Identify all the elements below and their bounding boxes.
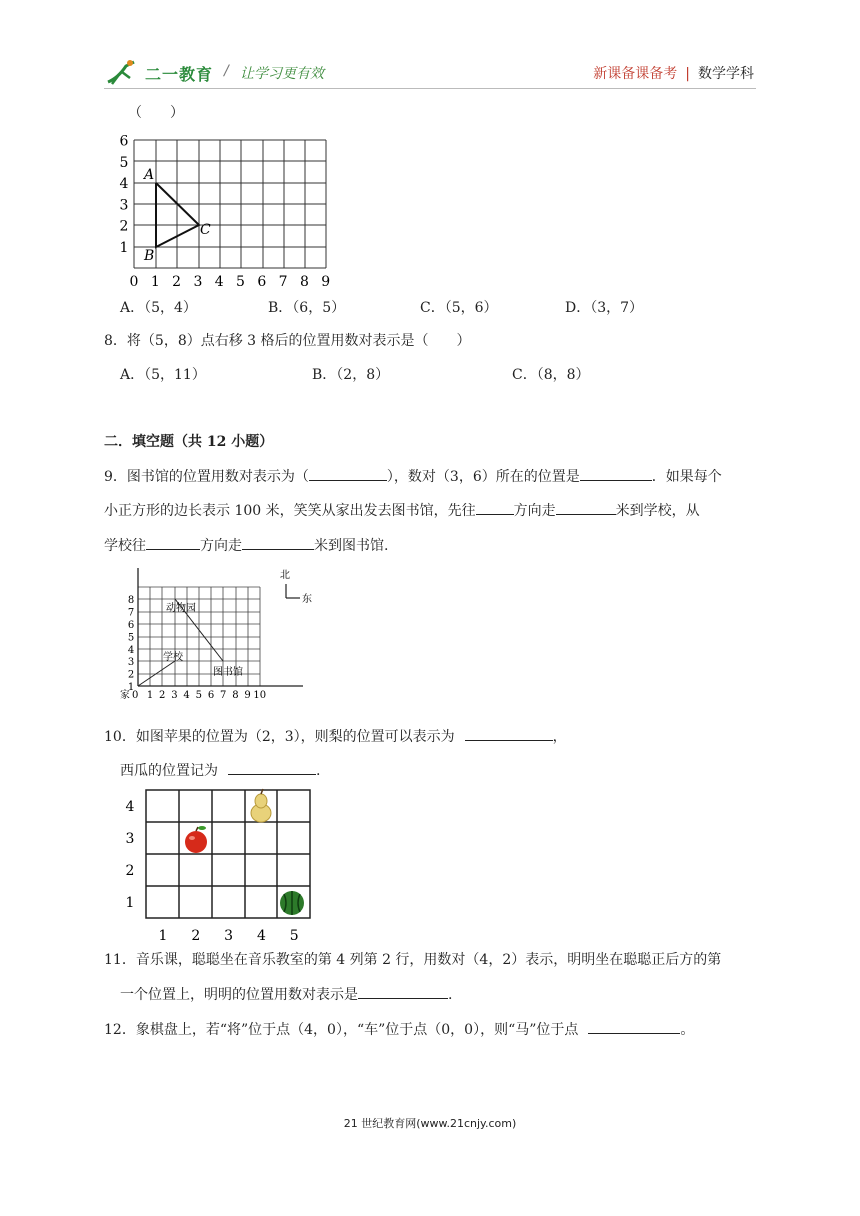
- q9-blank-6[interactable]: [242, 535, 314, 550]
- q7-x-tick-label: 1: [150, 274, 160, 290]
- point-a-label: A: [144, 167, 155, 183]
- q9-y-tick-label: 1: [127, 682, 135, 693]
- header-course-label: 新课备课备考: [593, 66, 678, 82]
- q10-line-2: [120, 760, 320, 781]
- q9-y-tick-label: 4: [127, 644, 135, 656]
- q9-x-tick-label: 7: [220, 690, 227, 701]
- q10-y-tick-label: 2: [125, 863, 135, 879]
- watermelon-icon: [280, 891, 304, 915]
- q11-text-2a: 一个位置上，明明的位置用数对表示是: [120, 987, 358, 1003]
- q8-option-a: A．（5，11）: [120, 367, 206, 383]
- q10-text-1b: ，: [552, 729, 567, 745]
- header-slogan: 让学习更有效: [240, 66, 324, 82]
- q9-y-tick-label: 3: [127, 657, 135, 669]
- q10-x-tick-label: 1: [158, 928, 168, 944]
- q7-x-tick-label: 5: [236, 274, 245, 290]
- header-divider: [104, 88, 756, 89]
- q7-option-a: A．（5，4）: [120, 300, 197, 316]
- q8-option-c: C．（8，8）: [512, 367, 590, 383]
- q7-x-tick-label: 2: [172, 274, 182, 290]
- north-label: 北: [280, 570, 290, 581]
- q7-x-tick-label: 0: [129, 274, 139, 290]
- q7-x-tick-label: 3: [193, 274, 203, 290]
- q7-option-c: C．（5，6）: [420, 300, 498, 316]
- q9-y-tick-label: 8: [127, 595, 135, 607]
- q9-blank-5[interactable]: [146, 535, 200, 550]
- q9-x-tick-label: 6: [207, 690, 215, 701]
- q10-text-1a: 10．如图苹果的位置为（2，3），则梨的位置可以表示为: [104, 729, 455, 745]
- q9-blank-4[interactable]: [556, 500, 616, 515]
- footer-source: 21 世纪教育网(www.21cnjy.com): [343, 1117, 517, 1130]
- q7-y-tick-label: 2: [119, 218, 129, 235]
- compass-icon: [286, 584, 300, 598]
- q11-blank[interactable]: [358, 984, 448, 999]
- q9-x-tick-label: 8: [232, 690, 239, 701]
- q9-x-tick-label: 10: [253, 690, 267, 701]
- q10-fruit-grid: [116, 786, 316, 946]
- q7-x-tick-label: 9: [321, 274, 331, 290]
- q9-y-tick-label: 5: [127, 632, 135, 644]
- q11-line-1: 11．音乐课，聪聪坐在音乐教室的第 4 列第 2 行，用数对（4，2）表示，明明坐在聪聪正后方的第: [104, 952, 722, 968]
- q10-y-tick-label: 1: [125, 895, 135, 911]
- q10-y-tick-label: 3: [125, 831, 135, 847]
- q7-x-tick-label: 7: [278, 274, 288, 290]
- q7-y-tick-label: 3: [119, 197, 129, 214]
- east-label: 东: [302, 594, 312, 605]
- q7-y-tick-label: 6: [119, 133, 129, 150]
- q9-text-2a: 小正方形的边长表示 100 米，笑笑从家出发去图书馆，先往: [104, 503, 476, 519]
- q7-grid-chart: [112, 128, 342, 296]
- q7-answer-paren: （ ）: [128, 105, 184, 121]
- q9-line-1: [104, 466, 722, 487]
- header-subject-label: 数学学科: [698, 66, 754, 82]
- q9-map-chart: [118, 562, 328, 710]
- origin-label: 0: [132, 690, 139, 701]
- section-title: 二．填空题（共 12 小题）: [104, 434, 274, 450]
- school-label: 学校: [163, 652, 183, 663]
- q9-line-2: [104, 500, 700, 521]
- q10-text-2a: 西瓜的位置记为: [120, 763, 218, 779]
- apple-icon: [185, 826, 207, 853]
- q9-text-3c: 米到图书馆.: [314, 538, 389, 554]
- header-slash: /: [224, 63, 229, 79]
- q7-x-tick-label: 6: [257, 274, 267, 290]
- q8-question: 8．将（5，8）点右移 3 格后的位置用数对表示是（ ）: [104, 333, 471, 349]
- q12-line-1: [104, 1019, 694, 1040]
- q10-x-tick-label: 5: [289, 928, 299, 944]
- q9-line-3: [104, 535, 388, 556]
- q9-x-tick-label: 1: [146, 690, 154, 701]
- q9-blank-2[interactable]: [580, 466, 652, 481]
- q10-x-tick-label: 2: [191, 928, 201, 944]
- q9-x-tick-label: 4: [183, 690, 190, 701]
- library-label: 图书馆: [213, 667, 243, 678]
- q9-x-tick-label: 3: [171, 690, 178, 701]
- q9-y-tick-label: 6: [127, 620, 135, 631]
- header-separator: |: [685, 66, 690, 82]
- header-right: [593, 63, 754, 83]
- q9-text-3a: 学校往: [104, 538, 146, 554]
- q9-text-3b: 方向走: [200, 538, 242, 554]
- q12-blank[interactable]: [588, 1019, 680, 1034]
- q10-line-1: [104, 726, 567, 747]
- home-label: 家: [120, 690, 130, 701]
- q9-text-2c: 米到学校，从: [615, 503, 700, 519]
- q9-blank-1[interactable]: [309, 466, 387, 481]
- q9-y-tick-label: 7: [127, 607, 135, 619]
- q12-text-1a: 12．象棋盘上，若“将”位于点（4，0），“车”位于点（0，0），则“马”位于点: [104, 1022, 579, 1038]
- q9-y-tick-label: 2: [127, 669, 135, 681]
- q9-x-tick-label: 9: [244, 690, 251, 701]
- q7-option-d: D．（3，7）: [565, 300, 644, 316]
- q11-text-2b: .: [448, 987, 453, 1003]
- runner-logo-icon: [104, 58, 144, 92]
- logo-text: 二一教育: [145, 65, 214, 84]
- q7-y-tick-label: 5: [119, 154, 129, 171]
- q10-x-tick-label: 4: [256, 928, 266, 944]
- q9-blank-3[interactable]: [476, 500, 514, 515]
- q7-option-b: B．（6，5）: [268, 300, 346, 316]
- point-c-label: C: [200, 222, 211, 238]
- q10-blank-2[interactable]: [228, 760, 316, 775]
- q9-text-1a: 9．图书馆的位置用数对表示为（: [104, 469, 309, 485]
- q7-y-tick-label: 1: [119, 240, 129, 256]
- q10-y-tick-label: 4: [125, 799, 135, 815]
- q8-option-b: B．（2，8）: [312, 367, 390, 383]
- q7-grid: [134, 140, 326, 268]
- pear-icon: [251, 789, 271, 822]
- q12-text-1b: 。: [680, 1022, 695, 1038]
- q9-text-2b: 方向走: [513, 503, 556, 519]
- zoo-label: 动物园: [166, 603, 196, 614]
- q7-x-tick-label: 8: [299, 274, 309, 290]
- q10-x-tick-label: 3: [224, 928, 234, 944]
- q9-x-tick-label: 2: [159, 690, 166, 701]
- q7-y-tick-label: 4: [119, 176, 129, 193]
- q7-x-tick-label: 4: [214, 274, 224, 290]
- q11-line-2: [120, 984, 452, 1005]
- q10-blank-1[interactable]: [465, 726, 553, 741]
- q9-x-tick-label: 5: [195, 690, 202, 701]
- point-b-label: B: [144, 248, 155, 264]
- q9-text-1c: ．如果每个: [651, 469, 722, 485]
- q10-text-2b: .: [316, 763, 321, 779]
- q9-text-1b: ），数对（3，6）所在的位置是: [386, 469, 580, 485]
